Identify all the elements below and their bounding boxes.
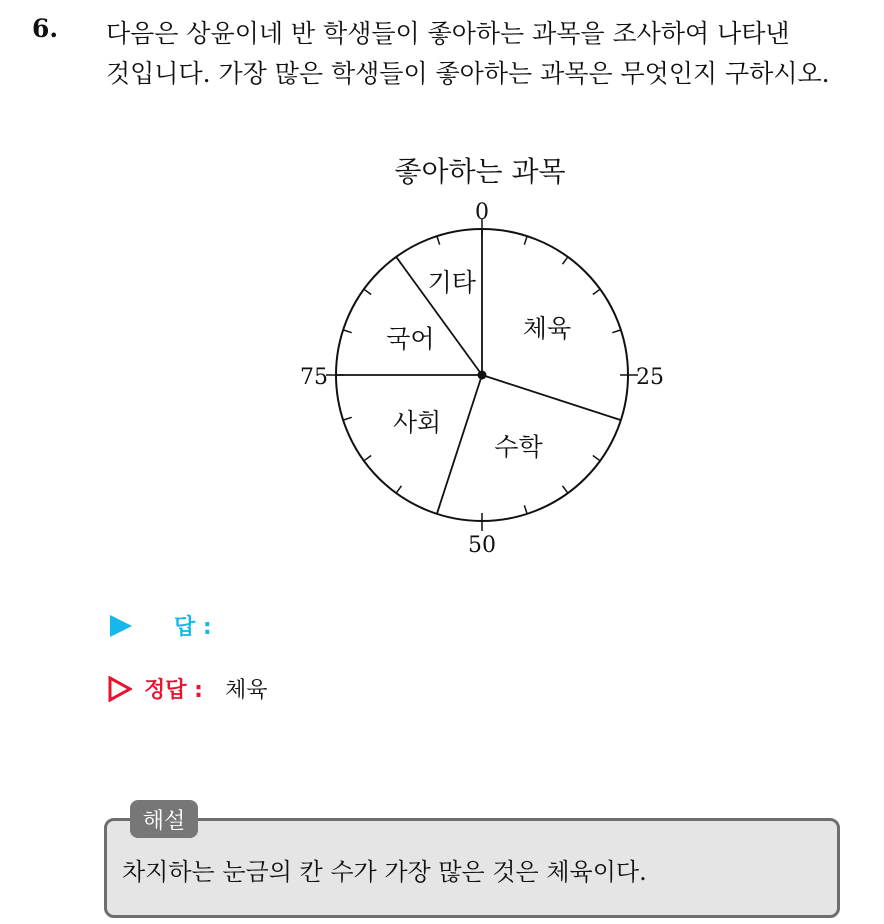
scale-tick-label: 75 [300, 365, 328, 390]
explanation-tab: 해설 [130, 800, 198, 838]
question-text-line-1: 다음은 상윤이네 반 학생들이 좋아하는 과목을 조사하여 나타낸 [106, 19, 790, 48]
scale-tick [364, 289, 371, 294]
scale-tick [524, 236, 527, 245]
scale-tick-label: 0 [475, 200, 489, 225]
scale-tick [343, 330, 352, 333]
correct-answer-label: 정답 : [144, 678, 203, 703]
scale-tick [563, 257, 568, 264]
answer-row [110, 610, 212, 641]
chart-title: 좋아하는 과목 [394, 155, 566, 188]
correct-answer-value: 체육 [224, 678, 268, 703]
scale-tick [593, 289, 600, 294]
scale-tick [524, 505, 527, 514]
scale-tick [612, 330, 621, 333]
slice-label: 체육 [522, 313, 572, 343]
slice-boundary [437, 375, 482, 514]
play-triangle-icon [110, 615, 132, 637]
slice-boundary [482, 375, 621, 420]
scale-tick [563, 486, 568, 493]
scale-tick [364, 456, 371, 461]
slice-label: 사회 [392, 408, 442, 438]
slice-label: 국어 [386, 324, 435, 354]
scale-tick [396, 486, 401, 493]
pie-center-dot [478, 371, 487, 380]
scale-tick [343, 417, 352, 420]
question-number: 6. [32, 14, 59, 43]
scale-tick-label: 50 [468, 533, 496, 558]
slice-label: 수학 [494, 432, 543, 462]
explanation-text: 차지하는 눈금의 칸 수가 가장 많은 것은 체육이다. [122, 858, 647, 886]
slice-label: 기타 [427, 267, 476, 297]
scale-tick [437, 236, 440, 245]
correct-answer-row [108, 673, 267, 704]
scale-tick [593, 456, 600, 461]
question-text-line-2: 것입니다. 가장 많은 학생들이 좋아하는 과목은 무엇인지 구하시오. [106, 59, 830, 88]
outline-triangle-icon [108, 676, 132, 702]
scale-tick-label: 25 [636, 365, 664, 390]
answer-label: 답 : [174, 615, 212, 640]
